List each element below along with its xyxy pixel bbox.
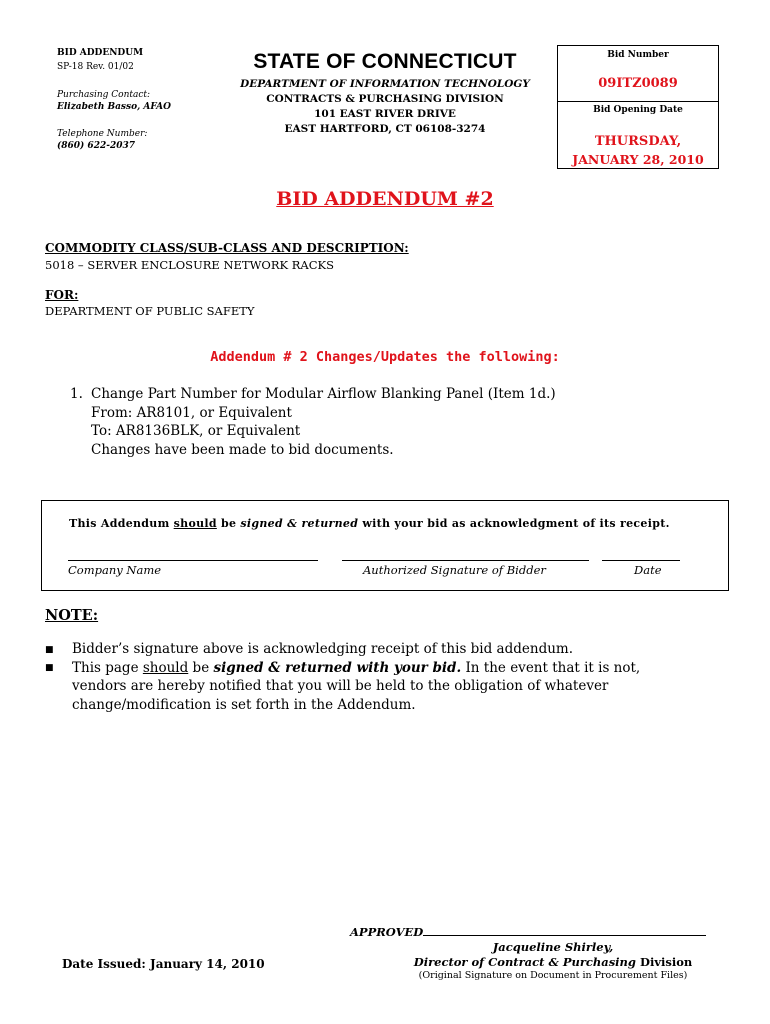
- addendum-title: BID ADDENDUM #2: [276, 188, 494, 210]
- bullet-icon: ■: [45, 663, 54, 673]
- company-name-line[interactable]: [68, 560, 318, 561]
- change-item-number: 1.: [70, 386, 83, 402]
- note-bullet-2-line-2: vendors are hereby notified that you will be held to the obligation of whatever: [72, 678, 609, 694]
- change-item-line: Change Part Number for Modular Airflow Blanking Panel (Item 1d.): [91, 386, 556, 402]
- signer-title-italic: Director of Contract & Purchasing: [413, 955, 636, 969]
- bid-info-box: [557, 45, 719, 169]
- division-heading: CONTRACTS & PURCHASING DIVISION: [266, 93, 504, 105]
- acknowledgment-text: [69, 517, 670, 530]
- ack-text-signed: signed & returned: [240, 517, 359, 530]
- ack-text-part: be: [216, 517, 241, 530]
- address-line-2: EAST HARTFORD, CT 06108-3274: [284, 123, 486, 135]
- note-text-should: should: [142, 659, 189, 676]
- bid-box-divider: [558, 101, 718, 102]
- signer-note: (Original Signature on Document in Procurement Files): [418, 970, 688, 981]
- note-bullet-2-line-3: change/modification is set forth in the Addendum.: [72, 696, 416, 713]
- address-line-1: 101 EAST RIVER DRIVE: [314, 108, 456, 120]
- state-heading: STATE OF CONNECTICUT: [253, 50, 517, 73]
- change-item-line: Changes have been made to bid documents.: [91, 441, 394, 458]
- ack-text-should: should: [173, 517, 217, 530]
- date-label: Date: [634, 563, 662, 577]
- company-name-label: Company Name: [68, 563, 162, 577]
- note-text-part: This page: [72, 659, 143, 676]
- commodity-description: 5018 – SERVER ENCLOSURE NETWORK RACKS: [45, 258, 334, 272]
- note-text-part: In the event that it is not,: [461, 659, 641, 676]
- date-issued: Date Issued: January 14, 2010: [62, 957, 265, 971]
- bid-opening-label: Bid Opening Date: [593, 105, 683, 115]
- change-item-line: From: AR8101, or Equivalent: [91, 404, 292, 421]
- contact-label: Purchasing Contact:: [57, 90, 151, 100]
- bid-opening-date: JANUARY 28, 2010: [572, 152, 704, 167]
- note-text-bold: signed & returned with your bid.: [213, 659, 462, 676]
- form-revision: SP-18 Rev. 01/02: [57, 62, 134, 72]
- signature-label: Authorized Signature of Bidder: [363, 563, 546, 577]
- ack-text-part: This Addendum: [69, 517, 174, 530]
- phone-label: Telephone Number:: [57, 129, 148, 139]
- acknowledgment-box: [41, 500, 729, 591]
- bid-opening-day: THURSDAY,: [594, 134, 682, 149]
- for-department: DEPARTMENT OF PUBLIC SAFETY: [45, 304, 255, 318]
- bullet-icon: ■: [45, 645, 54, 655]
- signer-name: Jacqueline Shirley,: [492, 940, 614, 954]
- bid-number-label: Bid Number: [607, 50, 669, 60]
- bid-number: 09ITZ0089: [598, 76, 678, 91]
- approved-signature-line: [423, 935, 706, 936]
- commodity-label: COMMODITY CLASS/SUB-CLASS AND DESCRIPTION:: [45, 241, 409, 255]
- phone-number: (860) 622-2037: [57, 141, 136, 151]
- change-item-line: To: AR8136BLK, or Equivalent: [91, 423, 301, 439]
- form-title: BID ADDENDUM: [57, 48, 144, 58]
- contact-name: Elizabeth Basso, AFAO: [57, 102, 172, 112]
- changes-heading: Addendum # 2 Changes/Updates the following:: [210, 349, 560, 365]
- note-bullet-2: [72, 659, 640, 678]
- signature-line[interactable]: [342, 560, 589, 561]
- signer-title-rest: Division: [635, 955, 693, 969]
- note-label: NOTE:: [45, 607, 99, 624]
- date-line[interactable]: [602, 560, 680, 561]
- for-label: FOR:: [45, 288, 79, 302]
- ack-text-part: with your bid as acknowledgment of its receipt.: [358, 517, 670, 530]
- department-heading: DEPARTMENT OF INFORMATION TECHNOLOGY: [240, 78, 530, 90]
- note-text-part: be: [188, 659, 214, 676]
- signer-title: [386, 955, 720, 969]
- approved-label: APPROVED: [350, 925, 424, 939]
- note-bullet-1: Bidder’s signature above is acknowledging receipt of this bid addendum.: [72, 641, 574, 657]
